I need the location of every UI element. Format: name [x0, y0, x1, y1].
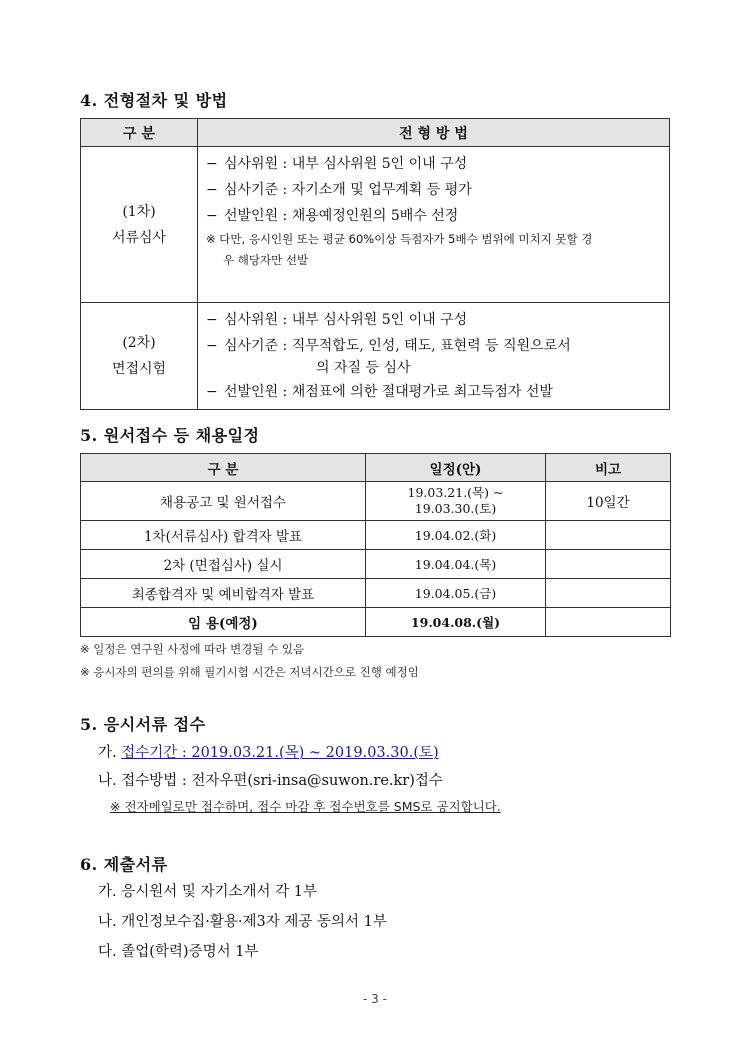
- application-period: 가. 접수기간 : 2019.03.21.(목) ~ 2019.03.30.(토): [98, 745, 439, 761]
- application-period-text: 접수기간 : 2019.03.21.(목) ~ 2019.03.30.(토): [121, 745, 439, 761]
- schedule-item: 최종합격자 및 예비합격자 발표: [81, 579, 366, 608]
- stage-name: 서류심사: [111, 229, 167, 246]
- schedule-date: 19.04.08.(월): [366, 608, 546, 637]
- criteria-line: − 심사기준 : 직무적합도, 인성, 태도, 표현력 등 직원으로서: [206, 338, 571, 354]
- method-cell: [198, 303, 670, 410]
- document-item: 나. 개인정보수집·활용·제3자 제공 동의서 1부: [98, 914, 387, 930]
- section-6-title: 6. 제출서류: [80, 855, 168, 874]
- stage-label: (2차): [122, 335, 156, 351]
- table-header-row: [81, 119, 670, 147]
- schedule-date: 19.04.02.(화): [366, 521, 546, 550]
- table-row: [81, 550, 671, 579]
- criteria-line: − 심사위원 : 내부 심사위원 5인 이내 구성: [206, 312, 468, 328]
- email-only-notice: ※ 전자메일로만 접수하며, 접수 마감 후 접수번호를 SMS로 공지합니다.: [110, 799, 501, 814]
- section-4-title: 4. 전형절차 및 방법: [80, 91, 228, 110]
- table-row: [81, 579, 671, 608]
- document-item: 가. 응시원서 및 자기소개서 각 1부: [98, 884, 317, 900]
- criteria-line-cont: 의 자질 등 심사: [316, 360, 411, 376]
- table-header-row: [81, 454, 671, 482]
- schedule-note: [546, 521, 671, 550]
- criteria-line: − 선발인원 : 채용예정인원의 5배수 선정: [206, 208, 459, 224]
- method-cell: [198, 147, 670, 303]
- application-method-text: 접수방법 : 전자우편(sri-insa@suwon.re.kr)접수: [121, 773, 443, 789]
- schedule-note: 10일간: [546, 482, 671, 521]
- section-5-application-title: 5. 응시서류 접수: [80, 715, 206, 734]
- section-5-schedule-title: 5. 원서접수 등 채용일정: [80, 426, 260, 445]
- schedule-item: 채용공고 및 원서접수: [81, 482, 366, 521]
- exception-note-cont: 우 해당자만 선발: [223, 253, 309, 267]
- table-row: [81, 608, 671, 637]
- schedule-note: [546, 550, 671, 579]
- document-item: 다. 졸업(학력)증명서 1부: [98, 944, 259, 960]
- schedule-table: [80, 453, 671, 637]
- header-category: 구 분: [81, 454, 366, 482]
- header-schedule: 일정(안): [366, 454, 546, 482]
- criteria-line: − 심사기준 : 자기소개 및 업무계획 등 평가: [206, 182, 472, 198]
- criteria-line: − 선발인원 : 채점표에 의한 절대평가로 최고득점자 선발: [206, 384, 553, 400]
- schedule-date: 19.04.04.(목): [366, 550, 546, 579]
- schedule-note: [546, 579, 671, 608]
- exception-note: ※ 다만, 응시인원 또는 평균 60%이상 득점자가 5배수 범위에 미치지 못할 경: [206, 232, 593, 246]
- table-row: [81, 303, 670, 410]
- table-row: [81, 521, 671, 550]
- stage-cell: [81, 147, 198, 303]
- application-method: 나. 접수방법 : 전자우편(sri-insa@suwon.re.kr)접수: [98, 773, 443, 789]
- table-row: [81, 482, 671, 521]
- schedule-note: [546, 608, 671, 637]
- schedule-note-2: ※ 응시자의 편의를 위해 필기시험 시간은 저녁시간으로 진행 예정임: [80, 665, 419, 679]
- criteria-line: − 심사위원 : 내부 심사위원 5인 이내 구성: [206, 156, 468, 172]
- page-number: - 3 -: [363, 992, 387, 1006]
- schedule-note-1: ※ 일정은 연구원 사정에 따라 변경될 수 있음: [80, 642, 305, 656]
- stage-label: (1차): [122, 203, 156, 220]
- stage-name: 면접시험: [111, 361, 167, 377]
- stage-cell: [81, 303, 198, 410]
- header-remarks: 비고: [546, 454, 671, 482]
- schedule-date: 19.03.21.(목) ~ 19.03.30.(토): [366, 482, 546, 521]
- schedule-date: 19.04.05.(금): [366, 579, 546, 608]
- selection-process-table: [80, 118, 670, 410]
- schedule-item: 2차 (면접심사) 실시: [81, 550, 366, 579]
- schedule-item: 임 용(예정): [81, 608, 366, 637]
- header-category: 구 분: [81, 119, 198, 147]
- header-method: 전 형 방 법: [198, 119, 670, 147]
- table-row: [81, 147, 670, 303]
- schedule-item: 1차(서류심사) 합격자 발표: [81, 521, 366, 550]
